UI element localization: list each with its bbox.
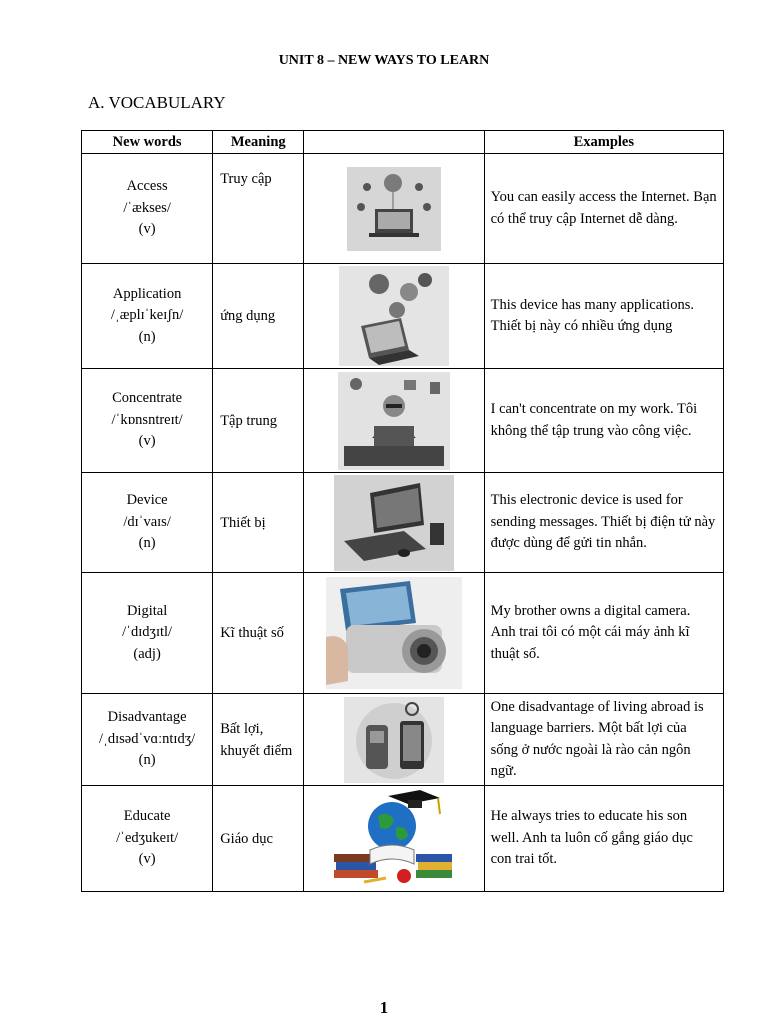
header-image [304,131,484,154]
digital-camera-photo-icon [326,577,462,689]
word-cell [82,473,213,573]
example-cell: This electronic device is used for sending messages. Thiết bị điện tử này được dùng để gửi tin nhắn. [484,473,723,573]
table-row [82,573,724,694]
example-cell: This device has many applications. Thiết bị này có nhiều ứng dụng [484,264,723,369]
internet-access-illustration-icon [347,167,441,251]
meaning-cell: Bất lợi, khuyết điểm [213,694,304,786]
meaning-cell: Tập trung [213,369,304,473]
word-ipa: /ˈkɒnsntreɪt/ [111,411,183,428]
meaning-cell: Giáo dục [213,786,304,892]
header-examples: Examples [484,131,723,154]
table-row [82,473,724,573]
globe-books-graduation-cap-icon [330,788,458,890]
word-text: Device [126,492,168,509]
image-cell [304,154,484,264]
example-cell: My brother owns a digital camera. Anh trai tôi có một cái máy ảnh kĩ thuật số. [484,573,723,694]
meaning-cell: Thiết bị [213,473,304,573]
document-title: UNIT 8 – NEW WAYS TO LEARN [278,53,490,68]
example-cell: I can't concentrate on my work. Tôi không thể tập trung vào công việc. [484,369,723,473]
page-number: 1 [379,998,389,1017]
word-text: Disadvantage [107,709,187,726]
word-cell [82,694,213,786]
word-pos: (n) [138,535,156,552]
meaning-cell: Truy cập [213,154,304,264]
old-and-new-phones-illustration-icon [344,697,444,783]
word-ipa: /ˌdɪsədˈvɑːntɪdʒ/ [99,730,196,747]
laptop-applications-illustration-icon [339,266,449,366]
word-cell [82,786,213,892]
word-cell [82,264,213,369]
desktop-computer-illustration-icon [334,475,454,571]
word-pos: (v) [138,221,156,238]
word-text: Access [126,178,168,195]
word-pos: (adj) [133,645,161,662]
word-cell [82,573,213,694]
word-ipa: /ˈedʒukeɪt/ [116,829,179,846]
word-ipa: /dɪˈvaɪs/ [123,513,171,530]
table-row [82,786,724,892]
table-header-row [82,131,724,154]
example-cell: One disadvantage of living abroad is language barriers. Một bất lợi của sống ở nước ngoài là rào cản ngôn ngữ. [484,694,723,786]
word-ipa: /ˈdɪdʒɪtl/ [122,624,173,641]
table-row [82,694,724,786]
vocabulary-table [81,130,724,892]
word-pos: (n) [138,328,156,345]
word-ipa: /ˌæplɪˈkeɪʃn/ [110,307,184,324]
meaning-cell: Kĩ thuật số [213,573,304,694]
man-at-desk-illustration-icon [338,372,450,470]
section-heading: A. VOCABULARY [88,93,226,112]
table-row [82,154,724,264]
image-cell [304,264,484,369]
word-pos: (v) [138,433,156,450]
example-cell: He always tries to educate his son well. Anh ta luôn cố gắng giáo dục con trai tốt. [484,786,723,892]
word-pos: (n) [138,752,156,769]
word-cell [82,369,213,473]
meaning-cell: ứng dụng [213,264,304,369]
word-ipa: /ˈækses/ [123,199,171,216]
word-cell [82,154,213,264]
word-text: Application [112,285,182,302]
image-cell [304,786,484,892]
word-text: Digital [126,602,168,619]
image-cell [304,473,484,573]
image-cell [304,694,484,786]
image-cell [304,573,484,694]
table-row [82,264,724,369]
example-cell: You can easily access the Internet. Bạn có thể truy cập Internet dễ dàng. [484,154,723,264]
word-text: Concentrate [112,390,183,407]
image-cell [304,369,484,473]
word-text: Educate [123,808,171,825]
table-row [82,369,724,473]
header-meaning: Meaning [213,131,304,154]
word-pos: (v) [138,851,156,868]
header-new-words: New words [82,131,213,154]
